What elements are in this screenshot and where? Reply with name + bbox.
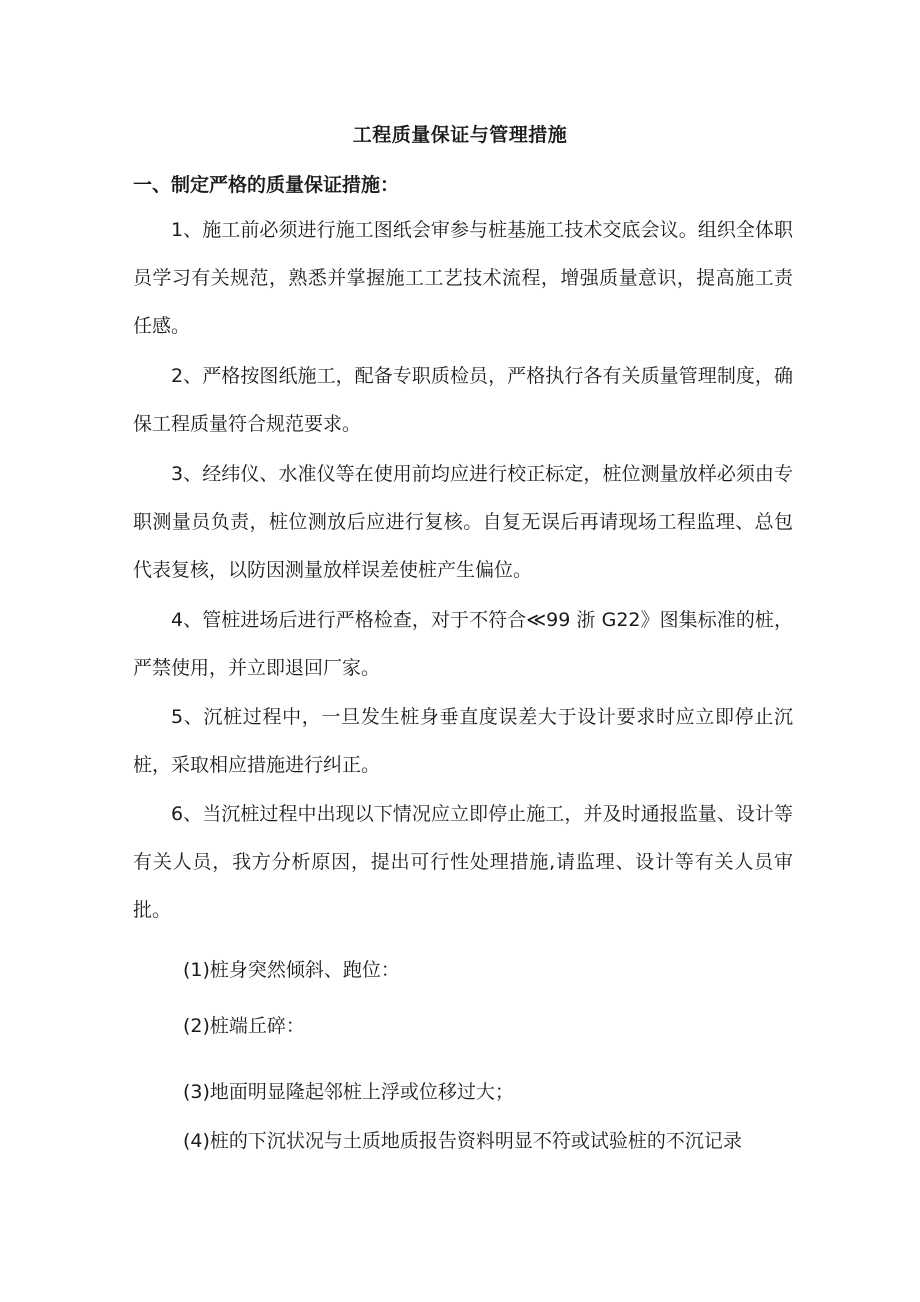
paragraph-1: 1、施工前必须进行施工图纸会审参与桩基施工技术交底会议。组织全体职员学习有关规范，熟悉并掌握施工工艺技术流程，增强质量意识，提高施工责任感。 (133, 219, 793, 337)
paragraph-5: 5、沉桩过程中，一旦发生桩身垂直度误差大于设计要求时应立即停止沉桩，采取相应措施进行纠正。 (133, 706, 793, 776)
paragraph-3: 3、经纬仪、水准仪等在使用前均应进行校正标定，桩位测量放样必须由专职测量员负责，桩位测放后应进行复核。自复无误后再请现场工程监理、总包代表复核，以防因测量放样误差使桩产生偏位。 (133, 463, 793, 581)
paragraph-2: 2、严格按图纸施工，配备专职质检员，严格执行各有关质量管理制度，确保工程质量符合规范要求。 (133, 365, 793, 435)
list-item: (3)地面明显隆起邻桩上浮或位移过大； (183, 1081, 514, 1103)
paragraph-6: 6、当沉桩过程中出现以下情况应立即停止施工，并及时通报监量、设计等有关人员，我方分析原因，提出可行性处理措施,请监理、设计等有关人员审批。 (133, 803, 793, 921)
document-title: 工程质量保证与管理措施 (352, 124, 568, 146)
list-item: (1)桩身突然倾斜、跑位： (183, 959, 400, 981)
paragraph-4: 4、管桩进场后进行严格检查，对于不符合≪99 浙 G22》图集标准的桩，严禁使用，并立即退回厂家。 (133, 609, 793, 679)
list-item: (2)桩端丘碎： (183, 1015, 305, 1037)
section-heading: 一、制定严格的质量保证措施： (133, 174, 400, 196)
list-item: (4)桩的下沉状况与土质地质报告资料明显不符或试验桩的不沉记录 (183, 1130, 742, 1152)
